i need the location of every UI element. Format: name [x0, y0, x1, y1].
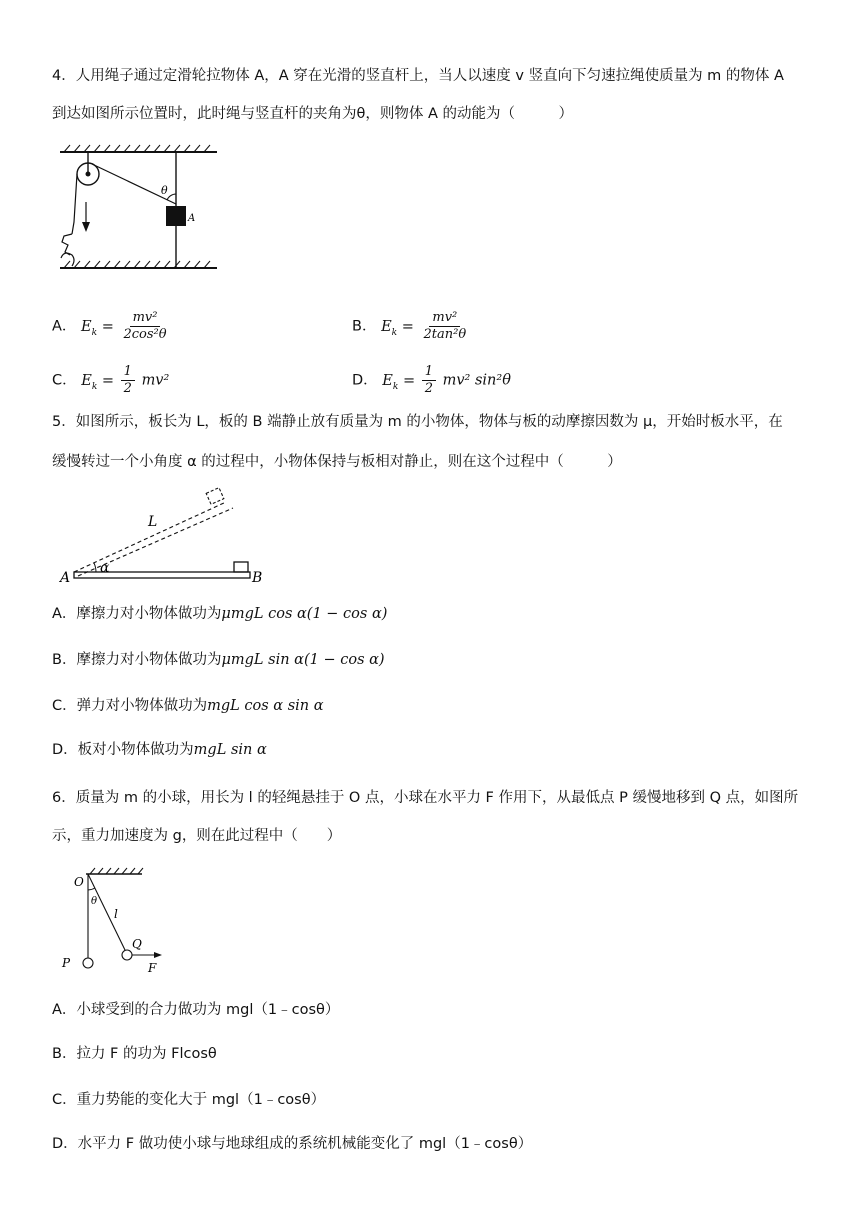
q6-pendulum-figure: [58, 864, 178, 974]
q4-option-b[interactable]: [352, 310, 471, 343]
option-text: 弹力对小物体做功为: [76, 698, 208, 714]
option-letter: C．: [52, 698, 77, 714]
ek-subscript: k: [91, 327, 98, 338]
q4-option-c[interactable]: [52, 364, 169, 397]
ek-subscript: k: [91, 381, 98, 392]
formula-tail: mv²: [141, 372, 170, 389]
option-text: 水平力 F 做功使小球与地球组成的系统机械能变化了 mgl（1﹣cosθ）: [77, 1136, 533, 1152]
q6-theta-label: θ: [91, 896, 98, 907]
ek-subscript: k: [392, 381, 399, 392]
q4-option-a[interactable]: [52, 310, 172, 343]
q4-option-d[interactable]: [352, 364, 511, 397]
q4-block-a-label: A: [188, 213, 196, 224]
q5-point-a-label: A: [60, 570, 71, 586]
option-formula: mgL sin α: [193, 742, 267, 758]
option-letter: B．: [52, 1046, 77, 1062]
option-letter: A．: [52, 318, 77, 335]
q5-option-c[interactable]: [52, 696, 324, 716]
option-text: 重力势能的变化大于 mgl（1﹣cosθ）: [76, 1092, 326, 1108]
option-formula: μmgL cos α(1 − cos α): [221, 606, 388, 622]
option-letter: C．: [52, 1092, 77, 1108]
q6-length-l-label: l: [114, 907, 118, 921]
q4-pulley-figure: [52, 142, 222, 272]
q5-point-b-label: B: [252, 570, 263, 586]
q6-point-p-label: P: [62, 956, 71, 970]
q6-option-d[interactable]: [52, 1134, 532, 1154]
q6-option-c[interactable]: [52, 1090, 325, 1110]
option-letter: B．: [352, 318, 377, 335]
q5-stem-line2: 缓慢转过一个小角度 α 的过程中，小物体保持与板相对静止，则在这个过程中（ ）: [52, 454, 622, 470]
q5-length-l-label: L: [148, 514, 158, 530]
option-text: 板对小物体做功为: [77, 742, 194, 758]
equals-sign: =: [97, 318, 114, 335]
q6-force-f-label: F: [148, 961, 157, 975]
option-letter: C．: [52, 372, 77, 389]
equals-sign: =: [398, 372, 416, 389]
option-formula: mgL cos α sin α: [207, 698, 324, 714]
option-letter: D．: [52, 742, 78, 758]
q5-incline-figure: [58, 486, 268, 588]
option-letter: A．: [52, 606, 77, 622]
q6-stem-line1: 6．质量为 m 的小球，用长为 l 的轻绳悬挂于 O 点，小球在水平力 F 作用下，从最低点 P 缓慢地移到 Q 点，如图所: [52, 790, 799, 806]
q6-point-o-label: O: [74, 875, 84, 889]
denominator: 2tan²θ: [423, 327, 467, 342]
q4-stem-line2: 到达如图所示位置时，此时绳与竖直杆的夹角为θ，则物体 A 的动能为（ ）: [52, 106, 574, 122]
q6-option-b[interactable]: [52, 1044, 217, 1064]
numerator: mv²: [429, 310, 460, 327]
option-text: 拉力 F 的功为 Flcosθ: [76, 1046, 217, 1062]
q5-alpha-label: α: [100, 560, 110, 576]
fraction: [121, 364, 135, 397]
option-text: 摩擦力对小物体做功为: [76, 606, 222, 622]
q5-option-d[interactable]: [52, 740, 267, 760]
q6-option-a[interactable]: [52, 1000, 339, 1020]
denominator: 2cos²θ: [123, 327, 167, 342]
q5-option-b[interactable]: [52, 650, 385, 670]
option-letter: B．: [52, 652, 77, 668]
option-formula: μmgL sin α(1 − cos α): [221, 652, 385, 668]
fraction: [120, 310, 169, 343]
denominator: 2: [424, 381, 433, 396]
ek-symbol: E: [81, 372, 92, 389]
equals-sign: =: [397, 318, 414, 335]
ek-subscript: k: [391, 327, 398, 338]
equals-sign: =: [97, 372, 115, 389]
q6-point-q-label: Q: [132, 937, 142, 951]
option-text: 小球受到的合力做功为 mgl（1﹣cosθ）: [76, 1002, 340, 1018]
option-letter: D．: [352, 372, 378, 389]
q6-stem-line2: 示，重力加速度为 g，则在此过程中（ ）: [52, 828, 342, 844]
q4-stem-line1: 4．人用绳子通过定滑轮拉物体 A，A 穿在光滑的竖直杆上，当人以速度 v 竖直向下匀速拉绳使质量为 m 的物体 A: [52, 68, 784, 84]
q4-theta-label: θ: [161, 184, 168, 197]
option-letter: D．: [52, 1136, 78, 1152]
denominator: 2: [123, 381, 132, 396]
numerator: mv²: [130, 310, 161, 327]
formula-tail: mv² sin²θ: [442, 372, 511, 389]
q5-stem-line1: 5．如图所示，板长为 L，板的 B 端静止放有质量为 m 的小物体，物体与板的动摩擦因数为 μ，开始时板水平，在: [52, 414, 783, 430]
q5-option-a[interactable]: [52, 604, 387, 624]
fraction: [422, 364, 436, 397]
ek-symbol: E: [382, 372, 393, 389]
option-text: 摩擦力对小物体做功为: [76, 652, 222, 668]
ek-symbol: E: [381, 318, 392, 335]
numerator: 1: [422, 364, 436, 381]
ek-symbol: E: [81, 318, 92, 335]
option-letter: A．: [52, 1002, 77, 1018]
fraction: [421, 310, 470, 343]
numerator: 1: [121, 364, 135, 381]
